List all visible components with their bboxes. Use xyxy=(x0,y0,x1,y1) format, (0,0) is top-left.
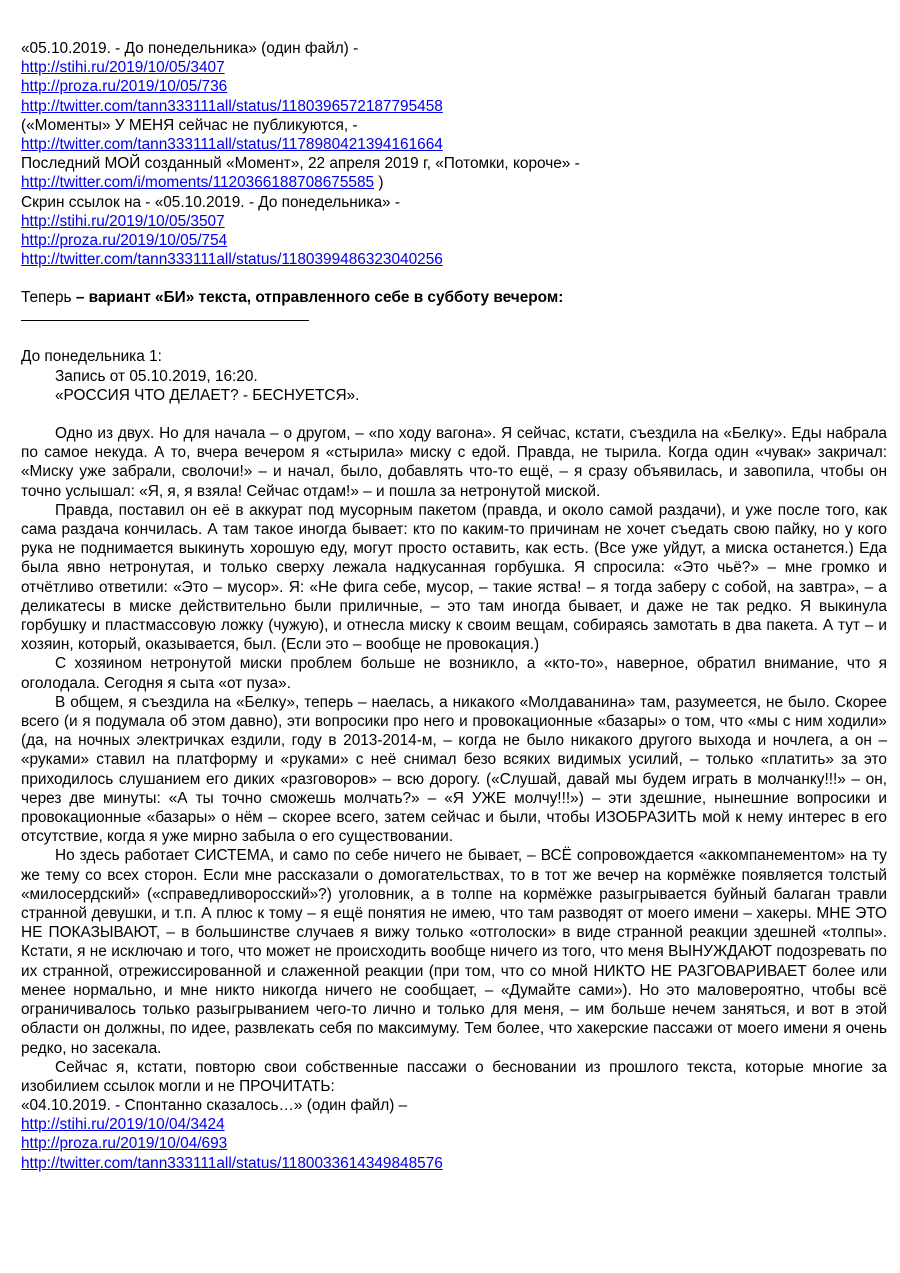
link-proza-736[interactable]: http://proza.ru/2019/10/05/736 xyxy=(21,78,228,96)
paragraph-6: Сейчас я, кстати, повторю свои собственные пассажи о бесновании из прошлого текста, которые многие за изобилием ссылок могли и не ПРОЧИТАТЬ: xyxy=(21,1058,887,1095)
spacer xyxy=(21,405,887,424)
header-line-2: («Моменты» У МЕНЯ сейчас не публикуются, - xyxy=(21,116,358,134)
entry-subtitle: «РОССИЯ ЧТО ДЕЛАЕТ? - БЕСНУЕТСЯ». xyxy=(55,386,360,404)
header-line-3: Последний МОЙ созданный «Момент», 22 апреля 2019 г, «Потомки, короче» - xyxy=(21,155,580,173)
paragraph-3: С хозяином нетронутой миски проблем больше не возникло, а «кто-то», наверное, обратил внимание, что я оголодала. Сегодня я сыта «от пуза». xyxy=(21,655,887,692)
entry-record: Запись от 05.10.2019, 16:20. xyxy=(55,367,258,385)
entry-title: До понедельника 1: xyxy=(21,348,162,366)
paragraph-5: Но здесь работает СИСТЕМА, и само по себе ничего не бывает, – ВСЁ сопровождается «аккомпанементом» на ту же тему со всех сторон. Если мне рассказали о домогательствах, то в тот же вечер на кормёжке появляется толстый «милосердский» («справедливоросский»?) уголовник, а в толпе на кормёжке разыгрывается буйный балаган травли странной девушки, и т.п. А плюс к тому – я ещё понятия не имею, что там разводят от моего имени – хакеры. МНЕ ЭТО НЕ ПОКАЗЫВАЮТ, – в большинстве случаев я вижу только «отголоски» в виде странной реакции здешней «толпы». Кстати, я не исключаю и того, что может не происходить вообще ничего из того, что меня ВЫНУЖДАЮТ подозревать по их странной, отрежиссированной и слаженной реакции (при том, что со мной НИКТО НЕ РАЗГОВАРИВАЕТ более или менее нормально, и мне никто никогда ничего не сообщает, – «Думайте сами»). Но это маловероятно, чтобы всё ограничивалось только разыгрыванием чего-то лично и только для меня, – им больше нечем заняться, и вот в этой области он должны, по идее, развлекать себя по максимуму. Тем более, что хакерские пассажи от моего имени я очень редко, но засекала. xyxy=(21,847,887,1057)
intro-prefix: Теперь xyxy=(21,289,76,307)
link-proza-693[interactable]: http://proza.ru/2019/10/04/693 xyxy=(21,1135,228,1153)
link-twitter-status-3[interactable]: http://twitter.com/tann333111all/status/1180399486323040256 xyxy=(21,251,443,269)
intro-line xyxy=(21,288,887,307)
link-twitter-status-2[interactable]: http://twitter.com/tann333111all/status/1178980421394161664 xyxy=(21,135,443,153)
header-line-4: Скрин ссылок на - «05.10.2019. - До понедельника» - xyxy=(21,193,400,211)
link-proza-754[interactable]: http://proza.ru/2019/10/05/754 xyxy=(21,231,228,249)
link-stihi-3507[interactable]: http://stihi.ru/2019/10/05/3507 xyxy=(21,212,225,230)
paragraph-2: Правда, поставил он её в аккурат под мусорным пакетом (правда, и около самой раздачи), и уже после того, как сама раздача кончилась. А там такое иногда бывает: кто по каким-то причинам не хочет съедать свою пайку, но у кого рука не поднимается выкинуть хорошую еду, могут просто оставить, как есть. (Все уже уйдут, а миска останется.) Еда была явно нетронутая, и только сверху лежала надкусанная горбушка. Я спросила: «Это чьё?» – мне громко и отчётливо ответили: «Это – мусор». Я: «Не фига себе, мусор, – такие яства! – я тогда заберу с собой, на завтра», – а деликатесы в миске действительно были приличные, – это там иногда бывает, и даже не так редко. Я выкинула горбушку и пластмассовую ложку (чужую), и отнесла миску к своим вещам, собираясь замотать в два пакета. А тут – и хозяин, который, оказывается, был. (Если это – вообще не провокация.) xyxy=(21,501,887,654)
document-page xyxy=(21,39,887,1173)
link-stihi-3407[interactable]: http://stihi.ru/2019/10/05/3407 xyxy=(21,59,225,77)
intro-bold: – вариант «БИ» текста, отправленного себе в субботу вечером: xyxy=(75,289,564,307)
header-line-1: «05.10.2019. - До понедельника» (один файл) - xyxy=(21,40,359,57)
link-stihi-3424[interactable]: http://stihi.ru/2019/10/04/3424 xyxy=(21,1116,225,1134)
link-twitter-moment[interactable]: http://twitter.com/i/moments/1120366188708675585 xyxy=(21,174,375,192)
link-twitter-status-4[interactable]: http://twitter.com/tann333111all/status/1180033614349848576 xyxy=(21,1154,443,1172)
paragraph-1: Одно из двух. Но для начала – о другом, – «по ходу вагона». Я сейчас, кстати, съездила на «Белку». Еды набрала по самое некуда. А то, вчера вечером я «стырила» миску с едой. Правда, не тырила. Когда один «чувак» закричал: «Миску уже забрали, сволочи!» – и начал, было, добавлять что-то ещё, – я сразу объявилась, и завопила, чтобы он точно услышал: «Я, я, я взяла! Сейчас отдам!» – и пошла за нетронутой миской. xyxy=(21,425,887,500)
spacer xyxy=(21,269,887,288)
horizontal-rule xyxy=(21,320,309,321)
footer-line-1: «04.10.2019. - Спонтанно сказалось…» (один файл) – xyxy=(21,1097,408,1115)
paragraph-4: В общем, я съездила на «Белку», теперь – наелась, а никакого «Молдаванина» там, разумеется, не было. Скорее всего (и я подумала об этом давно), эти вопросики про него и провокационные «базары» о том, что «мы с ним ходили» (да, на ночных электричках ездили, году в 2013-2014-м, – когда не было никакого другого выхода и ночлега, а он – «руками» ставил на платформу и «руками» с неё снимал безо всяких видимых усилий, – только «платить» за это приходилось слушанием его диких «разговоров» – всю дорогу. («Слушай, давай мы будем играть в молчанку!!!» – он, через две минуты: «А ты точно сможешь молчать?» – «Я УЖЕ молчу!!!») – эти здешние, нынешние вопросики и провокационные «базары» о нём – скорее всего, затем сейчас и были, чтобы ИЗОБРАЗИТЬ мой к нему интерес в его отсутствие, когда я уже мирно забыла о его существовании. xyxy=(21,693,887,846)
link-twitter-status-1[interactable]: http://twitter.com/tann333111all/status/1180396572187795458 xyxy=(21,97,443,115)
moment-suffix: ) xyxy=(374,174,384,192)
